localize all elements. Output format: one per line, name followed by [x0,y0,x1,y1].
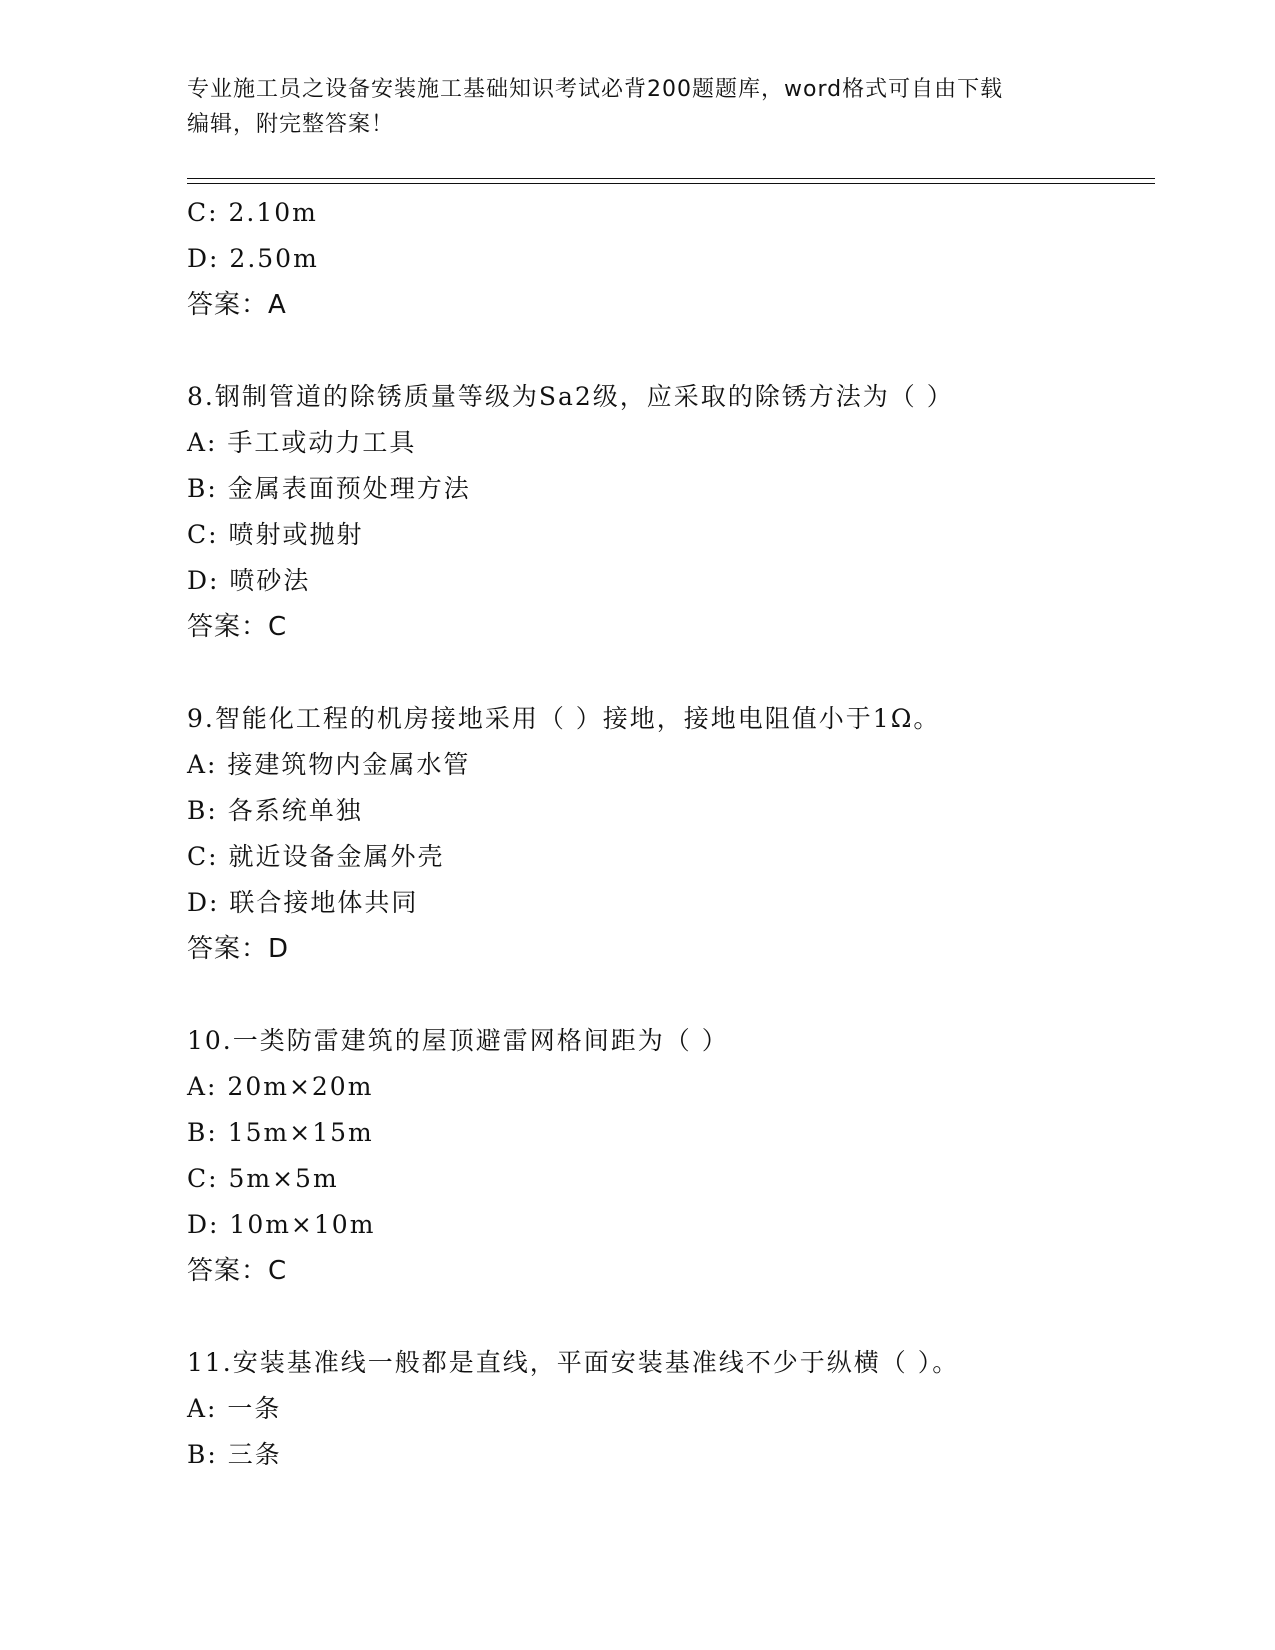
answer-line: 答案：D [187,934,290,964]
option-d: D: 喷砂法 [187,566,311,595]
option-a: A: 手工或动力工具 [187,428,417,457]
option-c: C: 喷射或抛射 [187,520,364,549]
option-d: D: 2.50m [187,244,319,273]
option-d: D: 联合接地体共同 [187,888,419,917]
question-9 [187,696,1155,972]
answer-line: 答案：A [187,290,287,320]
question-content [187,190,1155,1478]
answer-line: 答案：C [187,612,288,642]
carryover-question [187,190,1155,328]
option-b: B: 15m×15m [187,1118,374,1147]
question-stem: 9.智能化工程的机房接地采用（ ）接地，接地电阻值小于1Ω。 [187,704,941,733]
option-a: A: 20m×20m [187,1072,374,1101]
option-b: B: 各系统单独 [187,796,363,825]
question-11 [187,1340,1155,1478]
option-c: C: 5m×5m [187,1164,339,1193]
question-stem: 11.安装基准线一般都是直线，平面安装基准线不少于纵横（ ）。 [187,1348,960,1377]
header-title-line-1: 专业施工员之设备安装施工基础知识考试必背200题题库，word格式可自由下载 [187,77,1004,102]
question-stem: 8.钢制管道的除锈质量等级为Sa2级，应采取的除锈方法为（ ） [187,382,954,411]
header-divider [187,178,1155,184]
option-a: A: 接建筑物内金属水管 [187,750,471,779]
option-b: B: 金属表面预处理方法 [187,474,471,503]
question-stem: 10.一类防雷建筑的屋顶避雷网格间距为（ ） [187,1026,729,1055]
option-c: C: 就近设备金属外壳 [187,842,445,871]
document-header [187,72,1067,142]
option-c: C: 2.10m [187,198,318,227]
option-d: D: 10m×10m [187,1210,376,1239]
option-a: A: 一条 [187,1394,282,1423]
question-8 [187,374,1155,650]
question-10 [187,1018,1155,1294]
option-b: B: 三条 [187,1440,282,1469]
header-title-line-2: 编辑，附完整答案！ [187,112,395,137]
answer-line: 答案：C [187,1256,288,1286]
